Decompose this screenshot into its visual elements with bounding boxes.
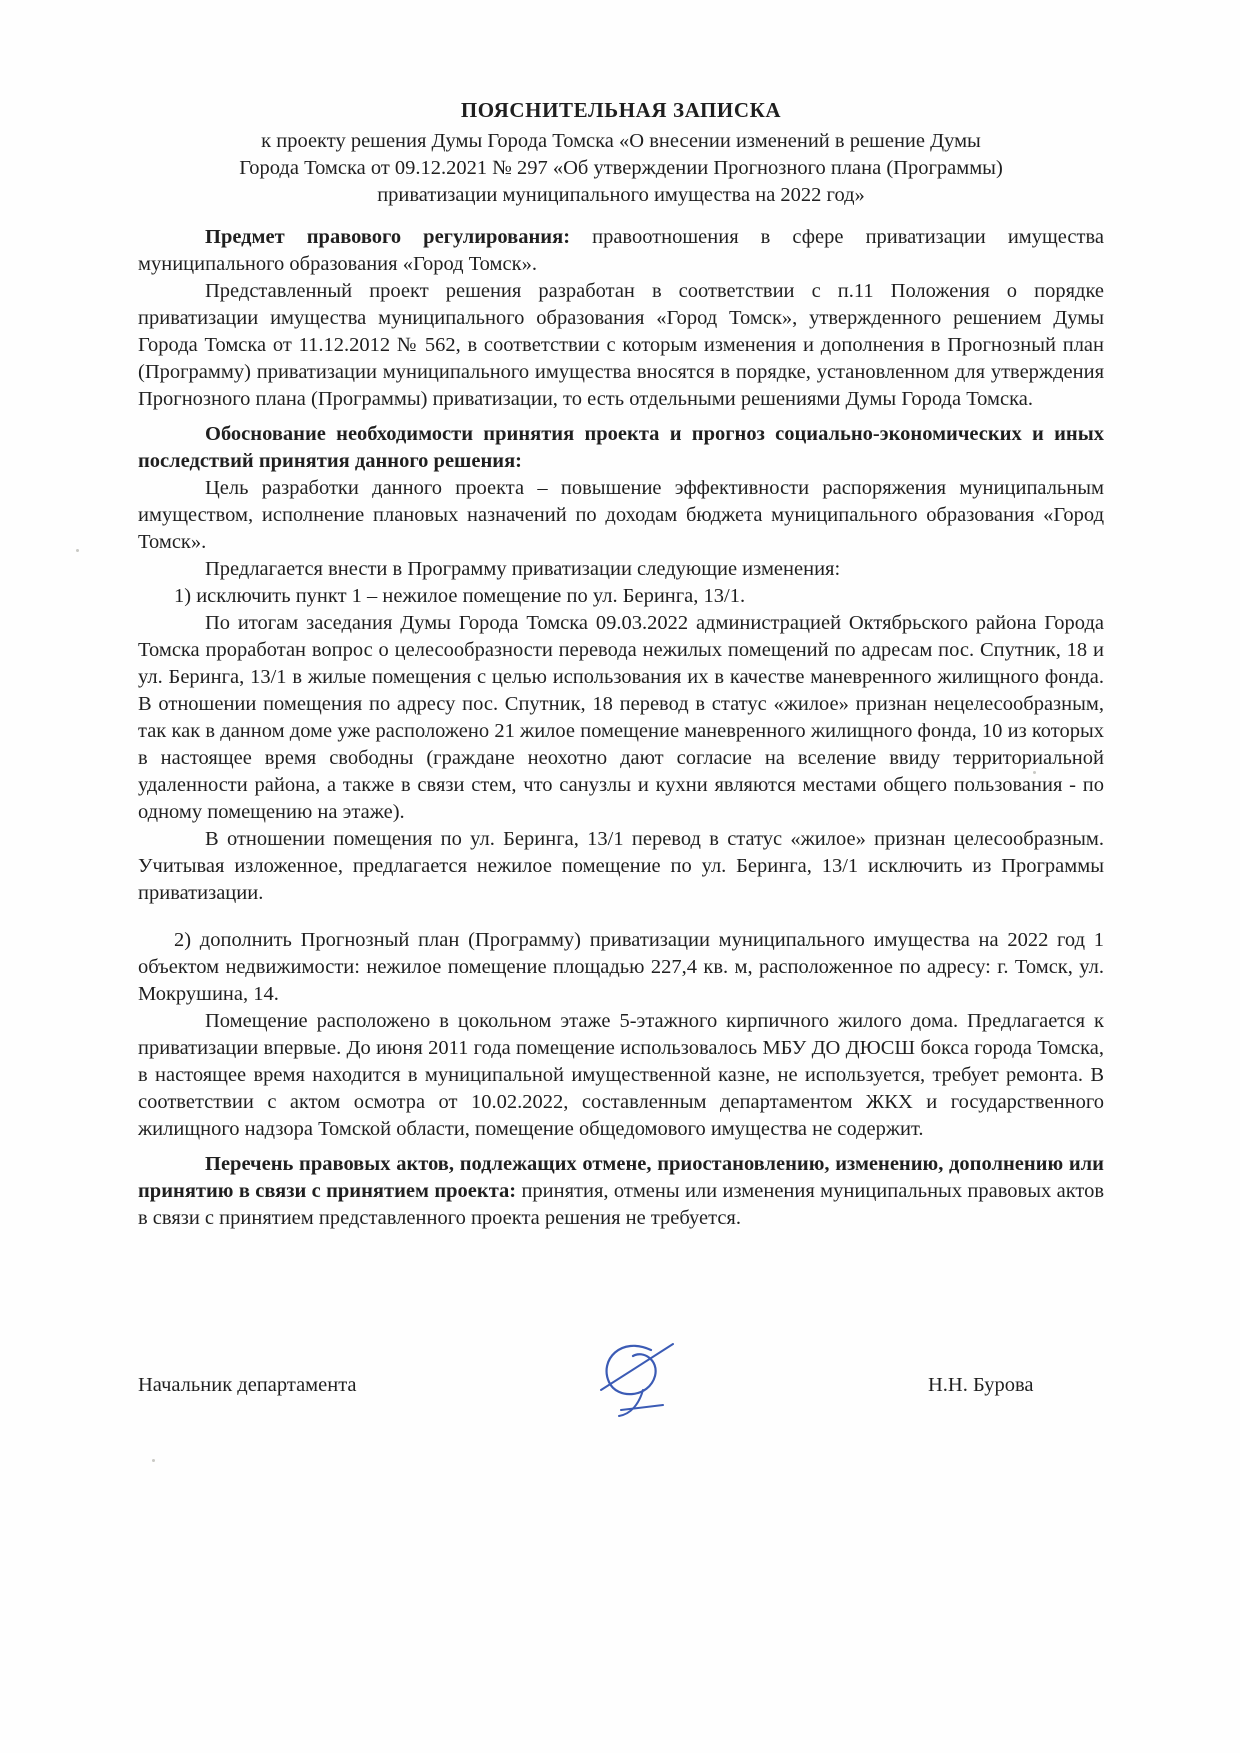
page-title: ПОЯСНИТЕЛЬНАЯ ЗАПИСКА (460, 98, 782, 122)
paragraph-acts-list-lead: Перечень правовых актов, подлежащих отмене, приостановлению, изменению, дополнению или принятию в связи с принятием проекта: (138, 1153, 1104, 1202)
subtitle-line: Города Томска от 09.12.2021 № 297 «Об утверждении Прогнозного плана (Программы) (239, 157, 1003, 179)
scan-speck (152, 1459, 155, 1462)
list-item-2: 2) дополнить Прогнозный план (Программу) приватизации муниципального имущества на 2022 год 1 объектом недвижимости: нежилое помещение площадью 227,4 кв. м, расположенное по адресу: г. Томск, ул. Мокрушина, 14. (138, 929, 1104, 1005)
paragraph-goal: Цель разработки данного проекта – повышение эффективности распоряжения муниципальным имуществом, исполнение плановых назначений по доходам бюджета муниципального образования «Город Томск». (138, 477, 1104, 553)
paragraph-proposal-intro: Предлагается внести в Программу приватизации следующие изменения: (205, 558, 841, 580)
paragraph-duma-review: По итогам заседания Думы Города Томска 09.03.2022 администрацией Октябрьского района Города Томска проработан вопрос о целесообразности перевода нежилых помещений по адресам пос. Спутник, 18 и ул. Беринга, 13/1 в жилые помещения с целью использования их в качестве маневренного жилищного фонда. В отношении помещения по адресу пос. Спутник, 18 перевод в статус «жилое» признан нецелесообразным, так как в данном доме уже расположено 21 жилое помещение маневренного жилищного фонда, 10 из которых в настоящее время свободны (граждане неохотно дают согласие на вселение ввиду территориальной удаленности района, а также в связи стем, что санузлы и кухни являются местами общего пользования - по одному помещению на этаже). (138, 612, 1104, 823)
subtitle-line: к проекту решения Думы Города Томска «О внесении изменений в решение Думы (261, 130, 981, 152)
paragraph-bering-conclusion: В отношении помещения по ул. Беринга, 13/1 перевод в статус «жилое» признан целесообразным. Учитывая изложенное, предлагается нежилое помещение по ул. Беринга, 13/1 исключить из Программы приватизации. (138, 828, 1104, 904)
paragraph-legal-basis: Представленный проект решения разработан в соответствии с п.11 Положения о порядке приватизации имущества муниципального образования «Город Томск», утвержденного решением Думы Города Томска от 11.12.2012 № 562, в соответствии с которым изменения и дополнения в Прогнозный план (Программу) приватизации муниципального имущества вносятся в порядке, установленном для утверждения Прогнозного плана (Программы) приватизации, то есть отдельными решениями Думы Города Томска. (138, 280, 1104, 410)
signature-stroke-underline (621, 1405, 663, 1410)
signature-scribble (583, 1328, 703, 1428)
subtitle-line: приватизации муниципального имущества на 2022 год» (377, 184, 865, 206)
list-item-1: 1) исключить пункт 1 – нежилое помещение по ул. Беринга, 13/1. (174, 585, 746, 607)
paragraph-subject (138, 224, 1104, 278)
doc-subtitle (138, 128, 1104, 209)
paragraph-acts-list-text: принятия, отмены или изменения муниципальных правовых актов в связи с принятием представленного проекта решения не требуется. (138, 1180, 1105, 1229)
scan-speck (1033, 771, 1036, 774)
heading-justification-text: Обоснование необходимости принятия проекта и прогноз социально-экономических и иных последствий принятия данного решения: (138, 423, 1104, 472)
signature-position-label: Начальник департамента (138, 1374, 357, 1396)
paragraph-premises-description: Помещение расположено в цокольном этаже 5-этажного кирпичного жилого дома. Предлагается к приватизации впервые. До июня 2011 года помещение использовалось МБУ ДО ДЮСШ бокса города Томска, в настоящее время находится в муниципальной имущественной казне, не используется, требует ремонта. В соответствии с актом осмотра от 10.02.2022, составленным департаментом ЖКХ и государственного жилищного надзора Томской области, помещение общедомового имущества не содержит. (138, 1010, 1104, 1140)
signature-name: Н.Н. Бурова (928, 1374, 1034, 1396)
scan-speck (76, 549, 79, 552)
heading-justification (138, 421, 1104, 475)
paragraph-acts-list (138, 1151, 1104, 1232)
paragraph-subject-text: правоотношения в сфере приватизации имущества муниципального образования «Город Томск». (138, 226, 1104, 275)
signature-stroke-slash (601, 1344, 673, 1390)
document-content (138, 96, 1104, 1232)
paragraph-subject-lead: Предмет правового регулирования: (205, 226, 571, 248)
